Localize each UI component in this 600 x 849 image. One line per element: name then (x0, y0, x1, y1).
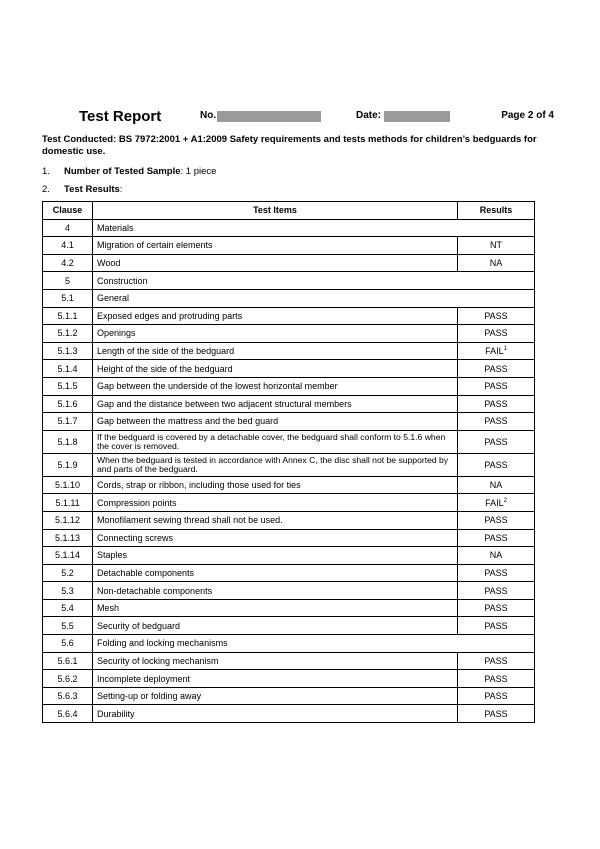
column-header-results: Results (458, 202, 535, 220)
table-row (43, 687, 535, 705)
result-value: PASS (484, 655, 508, 666)
report-header (42, 108, 554, 126)
section-sample-count (42, 166, 216, 177)
cell-test-item: Mesh (93, 599, 458, 617)
section-label: Number of Tested Sample (64, 166, 181, 177)
table-row (43, 289, 535, 307)
cell-clause: 5.1.12 (43, 511, 93, 529)
section-value: : (119, 184, 123, 195)
cell-test-item: Openings (93, 325, 458, 343)
table-row (43, 219, 535, 237)
result-value: PASS (484, 691, 508, 702)
cell-result (458, 511, 535, 529)
table-row (43, 670, 535, 688)
result-value: FAIL (485, 497, 504, 508)
result-value: PASS (484, 398, 508, 409)
cell-test-item: Incomplete deployment (93, 670, 458, 688)
table-row (43, 453, 535, 476)
cell-result (458, 307, 535, 325)
cell-clause: 5.1.10 (43, 476, 93, 494)
table-row (43, 430, 535, 453)
cell-result (458, 325, 535, 343)
cell-test-item: Security of bedguard (93, 617, 458, 635)
cell-clause: 5.1.2 (43, 325, 93, 343)
cell-test-item: Length of the side of the bedguard (93, 342, 458, 360)
section-test-results (42, 184, 122, 195)
result-value: FAIL (485, 346, 504, 357)
cell-result (458, 453, 535, 476)
result-value: PASS (484, 515, 508, 526)
result-value: PASS (484, 436, 508, 447)
cell-test-item: Exposed edges and protruding parts (93, 307, 458, 325)
cell-test-item: Gap and the distance between two adjacent structural members (93, 395, 458, 413)
cell-result (458, 617, 535, 635)
table-row (43, 307, 535, 325)
cell-result (458, 652, 535, 670)
cell-result (458, 494, 535, 512)
cell-clause: 5.1.7 (43, 413, 93, 431)
cell-test-item: Cords, strap or ribbon, including those used for ties (93, 476, 458, 494)
table-row (43, 377, 535, 395)
cell-result (458, 582, 535, 600)
cell-result (458, 360, 535, 378)
table-row (43, 360, 535, 378)
cell-clause: 5.6 (43, 635, 93, 653)
result-value: PASS (484, 381, 508, 392)
cell-result (458, 254, 535, 272)
cell-test-item: Gap between the underside of the lowest horizontal member (93, 377, 458, 395)
table-header-row (43, 202, 535, 220)
cell-test-item: Staples (93, 547, 458, 565)
table-row (43, 494, 535, 512)
table-row (43, 635, 535, 653)
cell-clause: 4.2 (43, 254, 93, 272)
cell-clause: 5 (43, 272, 93, 290)
table-row (43, 413, 535, 431)
result-value: PASS (484, 310, 508, 321)
table-row (43, 272, 535, 290)
section-label: Test Results (64, 184, 120, 195)
result-value: PASS (484, 673, 508, 684)
cell-clause: 5.6.1 (43, 652, 93, 670)
cell-test-item: Detachable components (93, 564, 458, 582)
cell-result (458, 395, 535, 413)
cell-clause: 5.1 (43, 289, 93, 307)
table-row (43, 237, 535, 255)
result-value: PASS (484, 708, 508, 719)
cell-clause: 5.6.2 (43, 670, 93, 688)
table-row (43, 342, 535, 360)
cell-result (458, 430, 535, 453)
cell-result (458, 687, 535, 705)
cell-test-item: Gap between the mattress and the bed guard (93, 413, 458, 431)
cell-clause: 5.1.4 (43, 360, 93, 378)
test-results-table (42, 201, 535, 723)
result-value: NA (489, 550, 503, 561)
section-number: 1. (42, 166, 50, 177)
cell-result (458, 476, 535, 494)
table-row (43, 325, 535, 343)
cell-test-item: Durability (93, 705, 458, 723)
result-value: PASS (484, 585, 508, 596)
cell-clause: 5.1.13 (43, 529, 93, 547)
section-value: : 1 piece (180, 166, 217, 177)
cell-test-item: Construction (93, 272, 535, 290)
column-header-clause: Clause (43, 202, 93, 220)
cell-result (458, 529, 535, 547)
cell-clause: 5.1.5 (43, 377, 93, 395)
table-row (43, 582, 535, 600)
cell-test-item: Monofilament sewing thread shall not be used. (93, 511, 458, 529)
result-value: NA (489, 258, 503, 269)
result-value: PASS (484, 620, 508, 631)
cell-result (458, 670, 535, 688)
footnote-marker: 2 (503, 497, 507, 504)
table-row (43, 254, 535, 272)
cell-clause: 5.1.6 (43, 395, 93, 413)
result-value: PASS (484, 363, 508, 374)
result-value: PASS (484, 416, 508, 427)
cell-test-item: Materials (93, 219, 535, 237)
cell-test-item: Connecting screws (93, 529, 458, 547)
cell-result (458, 377, 535, 395)
cell-test-item: When the bedguard is tested in accordance with Annex C, the disc shall not be supported by and parts of the bedguard. (93, 453, 458, 476)
cell-test-item: Security of locking mechanism (93, 652, 458, 670)
cell-clause: 5.3 (43, 582, 93, 600)
cell-clause: 4 (43, 219, 93, 237)
report-date-redacted (384, 111, 450, 122)
table-row (43, 476, 535, 494)
cell-test-item: Height of the side of the bedguard (93, 360, 458, 378)
table-row (43, 529, 535, 547)
cell-result (458, 547, 535, 565)
cell-test-item: Non-detachable components (93, 582, 458, 600)
table-row (43, 511, 535, 529)
table-body (43, 219, 535, 722)
cell-test-item: Compression points (93, 494, 458, 512)
table-row (43, 705, 535, 723)
report-number-redacted (217, 111, 321, 122)
cell-clause: 5.1.11 (43, 494, 93, 512)
page-indicator: Page 2 of 4 (501, 110, 554, 121)
cell-result (458, 413, 535, 431)
cell-clause: 5.1.8 (43, 430, 93, 453)
cell-test-item: Setting-up or folding away (93, 687, 458, 705)
cell-clause: 5.1.9 (43, 453, 93, 476)
report-date-label: Date: (356, 110, 382, 121)
cell-result (458, 237, 535, 255)
section-number: 2. (42, 184, 50, 195)
cell-clause: 5.6.4 (43, 705, 93, 723)
result-value: PASS (484, 532, 508, 543)
table-row (43, 652, 535, 670)
result-value: NT (490, 240, 502, 251)
cell-clause: 5.1.1 (43, 307, 93, 325)
cell-clause: 4.1 (43, 237, 93, 255)
result-value: PASS (484, 567, 508, 578)
table-row (43, 547, 535, 565)
result-value: PASS (484, 459, 508, 470)
cell-test-item: Folding and locking mechanisms (93, 635, 535, 653)
cell-clause: 5.5 (43, 617, 93, 635)
cell-clause: 5.1.3 (43, 342, 93, 360)
report-number-label: No. (200, 110, 217, 121)
result-value: PASS (484, 328, 508, 339)
cell-clause: 5.2 (43, 564, 93, 582)
cell-result (458, 599, 535, 617)
result-value: PASS (484, 603, 508, 614)
test-conducted: Test Conducted: BS 7972:2001 + A1:2009 Safety requirements and tests methods for children’s bedguards for domestic use. (42, 134, 537, 157)
table-row (43, 395, 535, 413)
result-value: NA (489, 480, 503, 491)
cell-test-item: If the bedguard is covered by a detachable cover, the bedguard shall conform to 5.1.6 when the cover is removed. (93, 430, 458, 453)
cell-test-item: Wood (93, 254, 458, 272)
cell-clause: 5.1.14 (43, 547, 93, 565)
cell-test-item: Migration of certain elements (93, 237, 458, 255)
footnote-marker: 1 (503, 346, 507, 353)
cell-clause: 5.4 (43, 599, 93, 617)
column-header-test-items: Test Items (93, 202, 458, 220)
cell-result (458, 564, 535, 582)
table-row (43, 617, 535, 635)
table-row (43, 599, 535, 617)
cell-clause: 5.6.3 (43, 687, 93, 705)
report-title: Test Report (79, 108, 162, 125)
cell-test-item: General (93, 289, 535, 307)
cell-result (458, 705, 535, 723)
cell-result (458, 342, 535, 360)
table-row (43, 564, 535, 582)
